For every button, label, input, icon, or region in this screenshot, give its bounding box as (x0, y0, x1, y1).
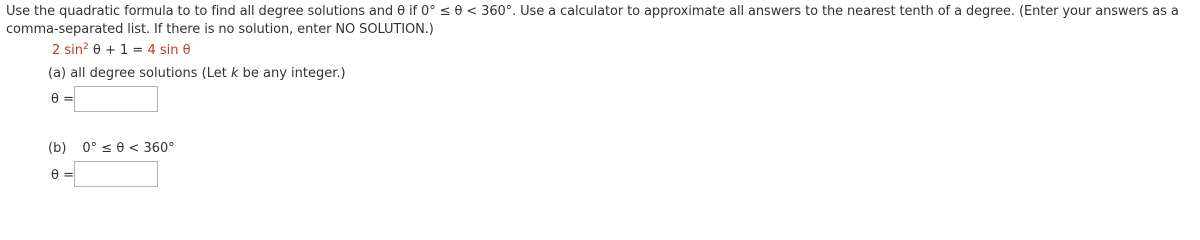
part-a-answer-input[interactable] (74, 86, 158, 112)
part-b-label: (b) (48, 141, 67, 156)
part-b-answer-label: θ = (51, 168, 74, 183)
part-a-answer-row (51, 91, 73, 109)
part-b-prompt (48, 140, 175, 158)
part-b-domain: 0° ≤ θ < 360° (82, 141, 175, 156)
part-a-label: (a) all degree solutions (Let (48, 66, 231, 81)
part-a-answer-label: θ = (51, 92, 74, 107)
part-b-answer-row (51, 167, 73, 185)
part-b-answer-input[interactable] (74, 161, 158, 187)
equation-exponent: 2 (83, 42, 89, 52)
equation (52, 42, 191, 60)
equation-rhs: 4 sin θ (147, 43, 191, 58)
equation-lhs-rest: θ + 1 = (88, 43, 148, 58)
part-a-variable: k (230, 66, 239, 81)
part-a-prompt (48, 65, 346, 83)
part-a-label-end: be any integer.) (238, 66, 346, 81)
question-instructions: Use the quadratic formula to to find all degree solutions and θ if 0° ≤ θ < 360°. Use a calculator to approximate all answers to the nearest tenth of a degree. (Enter your answers as a comma-separated list. If there is no solution, enter NO SOLUTION.) (6, 4, 1179, 37)
equation-lhs-coefficient: 2 sin (52, 43, 84, 58)
